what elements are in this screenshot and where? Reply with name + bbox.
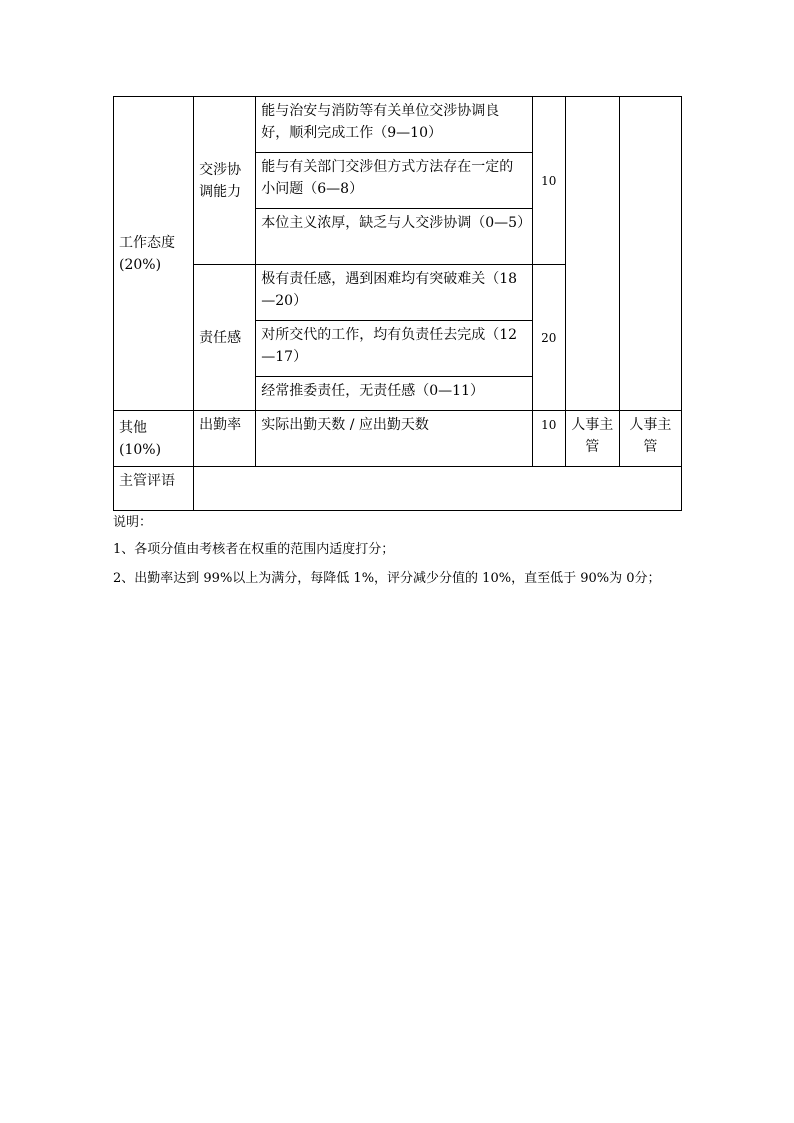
criteria-text: 经常推委责任，无责任感（0—11）: [261, 383, 484, 399]
comment-label: 主管评语: [119, 473, 175, 489]
table-row: [114, 97, 682, 153]
item-cell-negotiation: [194, 97, 256, 265]
item-cell-responsibility: [194, 265, 256, 411]
evaluator-cell-1: [565, 411, 619, 467]
evaluator-cell-1: [565, 97, 619, 411]
item-label: 出勤率: [199, 417, 242, 433]
note-item: 1、各项分值由考核者在权重的范围内适度打分；: [113, 542, 395, 557]
notes-heading: 说明：: [113, 515, 153, 530]
criteria-cell: [256, 411, 533, 467]
comment-value-cell: [194, 467, 682, 511]
criteria-text: 能与治安与消防等有关单位交涉协调良好，顺利完成工作（9—10）: [261, 103, 500, 141]
table-row: [114, 467, 682, 511]
item-cell-attendance: [194, 411, 256, 467]
table-row: [114, 411, 682, 467]
criteria-cell: [256, 377, 533, 411]
criteria-cell: [256, 153, 533, 209]
criteria-text: 极有责任感，遇到困难均有突破难关（18—20）: [261, 271, 518, 309]
criteria-cell: [256, 265, 533, 321]
score-cell-responsibility: [532, 265, 565, 411]
notes-section: [113, 514, 703, 599]
evaluator-label: 人事主管: [571, 417, 614, 455]
evaluator-cell-2: [619, 411, 681, 467]
evaluator-label: 人事主管: [629, 417, 672, 455]
category-cell-attitude: [114, 97, 194, 411]
criteria-cell: [256, 321, 533, 377]
category-cell-other: [114, 411, 194, 467]
score-value: 10: [541, 418, 557, 432]
criteria-text: 对所交代的工作，均有负责任去完成（12—17）: [261, 327, 518, 365]
item-label: 交涉协调能力: [199, 161, 242, 200]
score-value: 10: [541, 173, 557, 188]
criteria-cell: [256, 209, 533, 265]
criteria-cell: [256, 97, 533, 153]
category-label: 工作态度(20%): [119, 234, 175, 273]
score-cell-attendance: [532, 411, 565, 467]
category-label: 其他(10%): [119, 419, 162, 458]
evaluator-cell-2: [619, 97, 681, 411]
score-cell-negotiation: [532, 97, 565, 265]
evaluation-table: [113, 96, 682, 511]
comment-label-cell: [114, 467, 194, 511]
score-value: 20: [541, 330, 557, 345]
criteria-text: 能与有关部门交涉但方式方法存在一定的小问题（6—8）: [261, 159, 514, 197]
item-label: 责任感: [199, 329, 242, 346]
criteria-text: 本位主义浓厚，缺乏与人交涉协调（0—5）: [261, 215, 532, 231]
criteria-text: 实际出勤天数 / 应出勤天数: [261, 417, 429, 433]
note-item: 2、出勤率达到 99%以上为满分，每降低 1%，评分减少分值的 10%，直至低于 90%为 0分；: [113, 571, 661, 586]
